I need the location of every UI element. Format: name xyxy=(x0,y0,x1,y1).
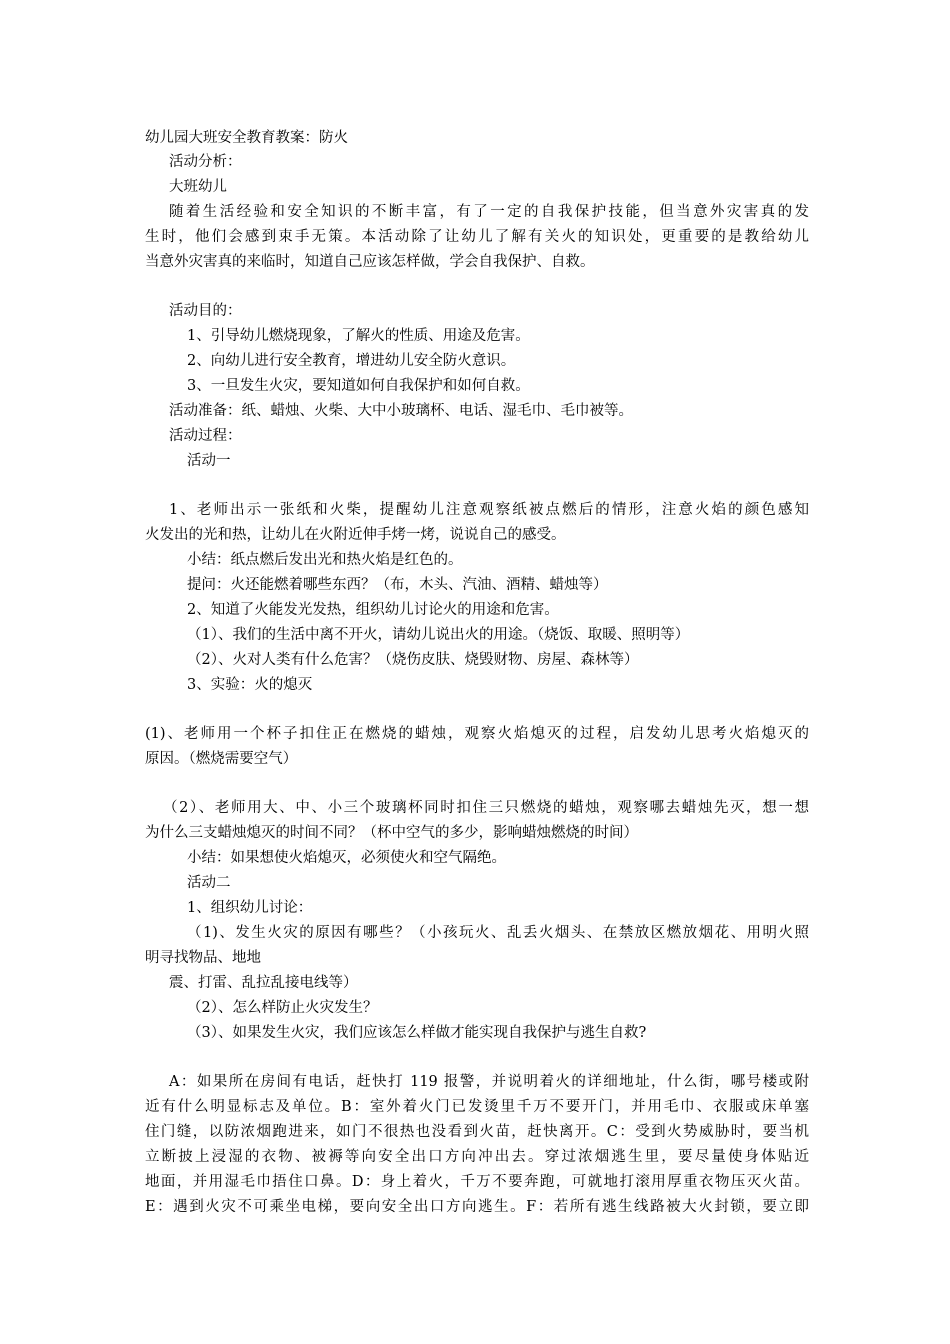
answers-line-5: 地面，并用湿毛巾捂住口鼻。D：身上着火，千万不要奔跑，可就地打滚用厚重衣物压灭火苗。 xyxy=(145,1174,809,1190)
intro-line-2: 生时，他们会感到束手无策。本活动除了让幼儿了解有关火的知识处，更重要的是教给幼儿 xyxy=(145,229,809,245)
answers-line-1: A：如果所在房间有电话，赶快打 119 报警，并说明着火的详细地址，什么街，哪号楼或附 xyxy=(169,1074,809,1090)
answers-line-4: 立断披上浸湿的衣物、被褥等向安全出口方向冲出去。穿过浓烟逃生里，要尽量使身体贴近 xyxy=(145,1149,809,1165)
activity-2-question-1-line-2: 明寻找物品、地地 xyxy=(145,950,261,966)
activity-2-question-2: （2）、怎么样防止火灾发生？ xyxy=(187,1000,378,1016)
activity-2-step-1: 1、组织幼儿讨论： xyxy=(187,900,313,916)
activity-1-summary-1: 小结：纸点燃后发出光和热火焰是红色的。 xyxy=(187,552,463,568)
answers-line-3: 住门缝，以防浓烟跑进来，如门不很热也没看到火苗，赶快离开。C：受到火势威胁时，要当机 xyxy=(145,1124,809,1140)
goal-2: 2、向幼儿进行安全教育，增进幼儿安全防火意识。 xyxy=(187,353,516,369)
activity-1-step-3: 3、实验：火的熄灭 xyxy=(187,677,313,693)
activity-1-step-2-2: （2）、火对人类有什么危害？（烧伤皮肤、烧毁财物、房屋、森林等） xyxy=(187,652,639,668)
experiment-1-line-1: (1)、老师用一个杯子扣住正在燃烧的蜡烛，观察火焰熄灭的过程，启发幼儿思考火焰熄灭的 xyxy=(145,726,809,742)
experiment-1-line-2: 原因。（燃烧需要空气） xyxy=(145,751,298,767)
preparation: 活动准备：纸、蜡烛、火柴、大中小玻璃杯、电话、湿毛巾、毛巾被等。 xyxy=(169,403,633,419)
activity-1-step-1-line-1: 1、老师出示一张纸和火柴，提醒幼儿注意观察纸被点燃后的情形，注意火焰的颜色感知 xyxy=(169,502,809,518)
intro-line-1: 随着生活经验和安全知识的不断丰富，有了一定的自我保护技能，但当意外灾害真的发 xyxy=(169,204,809,220)
activity-2-question-1-line-3: 震、打雷、乱拉乱接电线等） xyxy=(169,975,358,991)
document-title: 幼儿园大班安全教育教案：防火 xyxy=(145,130,348,146)
process-heading: 活动过程： xyxy=(169,428,242,444)
activity-2-question-3: （3）、如果发生火灾，我们应该怎么样做才能实现自我保护与逃生自救? xyxy=(187,1025,647,1041)
activity-1-heading: 活动一 xyxy=(187,453,231,469)
analysis-heading: 活动分析： xyxy=(169,154,242,170)
goals-heading: 活动目的： xyxy=(169,303,242,319)
target-group: 大班幼儿 xyxy=(169,179,227,195)
intro-line-3: 当意外灾害真的来临时，知道自己应该怎样做，学会自我保护、自救。 xyxy=(145,254,595,270)
activity-1-step-2: 2、知道了火能发光发热，组织幼儿讨论火的用途和危害。 xyxy=(187,602,559,618)
activity-1-question: 提问：火还能燃着哪些东西？（布，木头、汽油、酒精、蜡烛等） xyxy=(187,577,608,593)
activity-2-question-1-line-1: （1)、发生火灾的原因有哪些？（小孩玩火、乱丢火烟头、在禁放区燃放烟花、用明火照 xyxy=(187,925,809,941)
answers-line-6: E：遇到火灾不可乘坐电梯，要向安全出口方向逃生。F：若所有逃生线路被大火封锁，要立即 xyxy=(145,1199,809,1215)
experiment-2-line-1: （2）、老师用大、中、小三个玻璃杯同时扣住三只燃烧的蜡烛，观察哪去蜡烛先灭，想一想 xyxy=(163,800,809,816)
activity-1-summary-2: 小结：如果想使火焰熄灭，必须使火和空气隔绝。 xyxy=(187,850,506,866)
goal-1: 1、引导幼儿燃烧现象，了解火的性质、用途及危害。 xyxy=(187,328,530,344)
experiment-2-line-2: 为什么三支蜡烛熄灭的时间不同？（杯中空气的多少，影响蜡烛燃烧的时间） xyxy=(145,825,638,841)
answers-line-2: 近有什么明显标志及单位。B：室外着火门已发烫里千万不要开门，并用毛巾、衣服或床单塞 xyxy=(145,1099,809,1115)
goal-3: 3、一旦发生火灾，要知道如何自我保护和如何自救。 xyxy=(187,378,530,394)
activity-2-heading: 活动二 xyxy=(187,875,231,891)
activity-1-step-1-line-2: 火发出的光和热，让幼儿在火附近伸手烤一烤，说说自己的感受。 xyxy=(145,527,566,543)
activity-1-step-2-1: （1）、我们的生活中离不开火，请幼儿说出火的用途。（烧饭、取暖、照明等） xyxy=(187,627,690,643)
